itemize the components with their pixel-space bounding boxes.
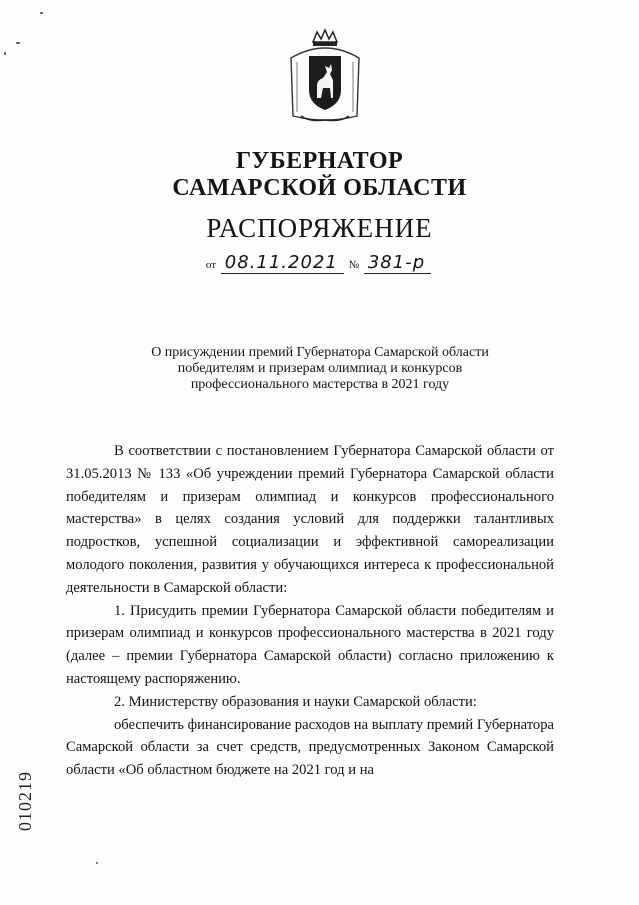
scan-speck	[4, 52, 6, 55]
date-number-line	[0, 252, 639, 274]
document-type: РАСПОРЯЖЕНИЕ	[206, 213, 433, 243]
scan-speck	[16, 42, 20, 44]
subject-line: О присуждении премий Губернатора Самарской области	[151, 345, 489, 360]
coat-of-arms-icon	[283, 28, 367, 124]
item-2-heading: 2. Министерству образования и науки Самарской области:	[114, 693, 477, 710]
item-2-text: обеспечить финансирование расходов на выплату премий Губернатора Самарской области за счет средств, предусмотренных Законом Самарской области «Об областном бюджете на 2021 год и на	[66, 716, 554, 779]
date-label: от	[205, 259, 217, 271]
document-number: 381-р	[364, 252, 431, 274]
document-body	[66, 440, 554, 782]
document-date: 08.11.2021	[221, 252, 344, 274]
issuer-title: ГУБЕРНАТОР	[235, 148, 404, 174]
subject-line: победителям и призерам олимпиад и конкурсов	[177, 361, 463, 376]
item-1-paragraph: 1. Присудить премии Губернатора Самарской области победителям и призерам олимпиад и конкурсов профессионального мастерства в 2021 году (далее – премии Губернатора Самарской области) согласно приложению к настоящему распоряжению.	[66, 602, 554, 687]
side-registration-number: 010219	[15, 771, 35, 831]
preamble-paragraph: В соответствии с постановлением Губернатора Самарской области от 31.05.2013 № 133 «Об учреждении премий Губернатора Самарской области победителям и призерам олимпиад и конкурсов профессионального мастерства» в целях создания условий для поддержки талантливых подростков, успешной социализации и эффективной самореализации молодого поколения, развития у обучающихся интереса к профессиональной деятельности в Самарской области:	[66, 443, 554, 596]
scan-speck	[40, 12, 43, 14]
issuer-region: САМАРСКОЙ ОБЛАСТИ	[172, 175, 467, 201]
scan-speck	[96, 862, 98, 864]
subject-line: профессионального мастерства в 2021 году	[190, 377, 450, 392]
document-subject	[100, 345, 540, 393]
number-label: №	[348, 259, 360, 271]
